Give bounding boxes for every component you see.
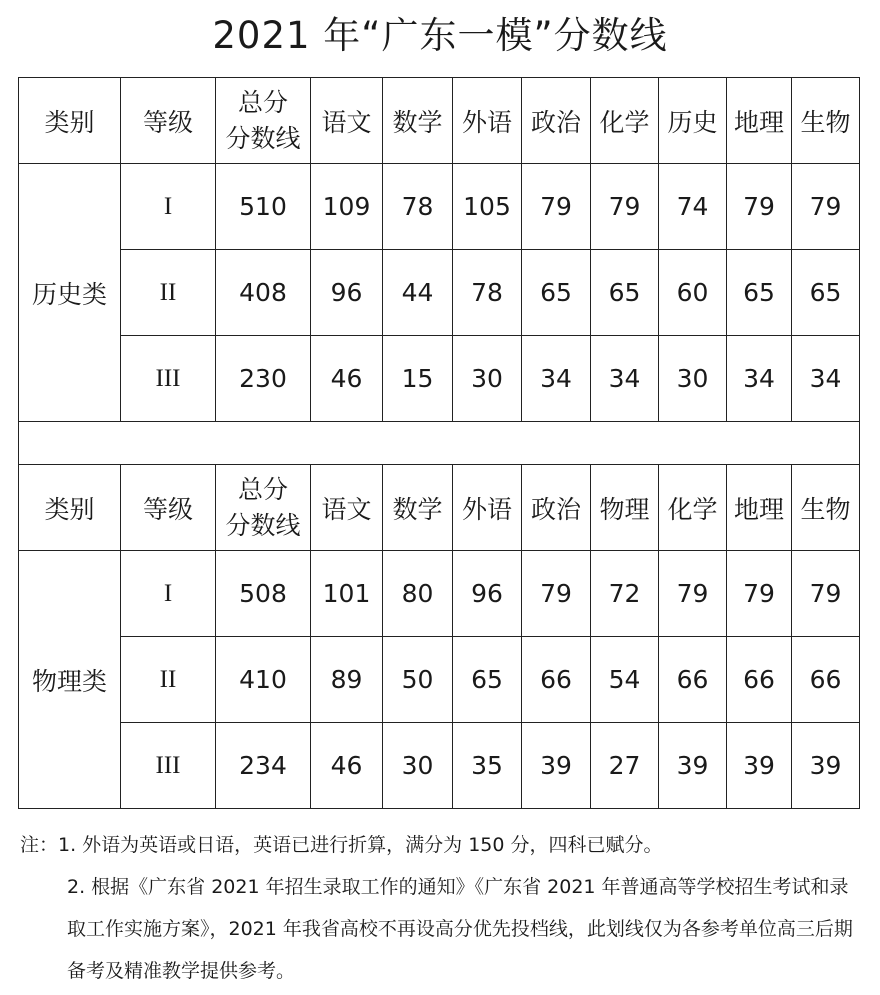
score-cell: 230 (216, 336, 311, 422)
score-cell: 66 (727, 637, 792, 723)
column-header: 政治 (522, 465, 591, 551)
column-header: 语文 (311, 465, 383, 551)
score-cell: 30 (383, 723, 453, 809)
table-row (19, 164, 860, 250)
score-cell: 35 (453, 723, 522, 809)
score-cell: 79 (659, 551, 727, 637)
page-title: 2021 年“广东一模”分数线 (212, 14, 668, 57)
table-row (19, 637, 860, 723)
column-header: 生物 (792, 78, 860, 164)
note-1: 注：1. 外语为英语或日语，英语已进行折算，满分为 150 分，四科已赋分。 (20, 834, 663, 856)
column-header: 生物 (792, 465, 860, 551)
score-cell: 105 (453, 164, 522, 250)
score-cell: 65 (453, 637, 522, 723)
column-header: 数学 (383, 78, 453, 164)
table-row (19, 250, 860, 336)
score-cell: 66 (792, 637, 860, 723)
score-cell: 79 (522, 164, 591, 250)
score-cell: 34 (522, 336, 591, 422)
score-cell: 72 (591, 551, 659, 637)
score-cell: 408 (216, 250, 311, 336)
physics-header-row (19, 465, 860, 551)
score-cell: 34 (727, 336, 792, 422)
table-row (19, 723, 860, 809)
score-table (18, 77, 860, 809)
score-cell: 78 (383, 164, 453, 250)
column-header: 类别 (19, 78, 121, 164)
column-header: 等级 (121, 465, 216, 551)
score-cell: 65 (792, 250, 860, 336)
level-cell: III (121, 336, 216, 422)
score-cell: 46 (311, 723, 383, 809)
score-cell: 508 (216, 551, 311, 637)
score-cell: 39 (522, 723, 591, 809)
score-cell: 50 (383, 637, 453, 723)
score-cell: 34 (792, 336, 860, 422)
score-cell: 65 (591, 250, 659, 336)
physics-category-cell: 物理类 (19, 551, 121, 809)
history-category-cell: 历史类 (19, 164, 121, 422)
score-cell: 234 (216, 723, 311, 809)
column-header: 类别 (19, 465, 121, 551)
score-cell: 30 (659, 336, 727, 422)
score-cell: 27 (591, 723, 659, 809)
note-2: 2. 根据《广东省 2021 年招生录取工作的通知》《广东省 2021 年普通高等学校招生考试和录取工作实施方案》，2021 年我省高校不再设高分优先投档线，此划线仅为各参考单位高三后期备考及精准教学提供参考。 (67, 876, 853, 982)
score-cell: 79 (591, 164, 659, 250)
score-cell: 39 (792, 723, 860, 809)
history-header-row (19, 78, 860, 164)
column-header: 外语 (453, 465, 522, 551)
column-header: 化学 (659, 465, 727, 551)
score-cell: 79 (727, 551, 792, 637)
level-cell: III (121, 723, 216, 809)
score-cell: 34 (591, 336, 659, 422)
score-cell: 79 (727, 164, 792, 250)
section-gap-cell (19, 422, 860, 465)
score-cell: 46 (311, 336, 383, 422)
score-cell: 30 (453, 336, 522, 422)
score-cell: 39 (659, 723, 727, 809)
column-header: 外语 (453, 78, 522, 164)
column-header: 地理 (727, 78, 792, 164)
score-cell: 66 (659, 637, 727, 723)
section-gap-row (19, 422, 860, 465)
score-cell: 65 (522, 250, 591, 336)
score-cell: 39 (727, 723, 792, 809)
level-cell: II (121, 637, 216, 723)
score-cell: 80 (383, 551, 453, 637)
column-header: 地理 (727, 465, 792, 551)
score-cell: 74 (659, 164, 727, 250)
score-cell: 66 (522, 637, 591, 723)
score-cell: 79 (792, 551, 860, 637)
score-cell: 54 (591, 637, 659, 723)
score-cell: 96 (311, 250, 383, 336)
score-cell: 89 (311, 637, 383, 723)
column-header: 总分 分数线 (216, 465, 311, 551)
notes (20, 824, 865, 992)
score-cell: 60 (659, 250, 727, 336)
score-cell: 44 (383, 250, 453, 336)
column-header: 总分 分数线 (216, 78, 311, 164)
score-cell: 15 (383, 336, 453, 422)
column-header: 化学 (591, 78, 659, 164)
score-cell: 96 (453, 551, 522, 637)
table-row (19, 551, 860, 637)
score-cell: 65 (727, 250, 792, 336)
column-header: 语文 (311, 78, 383, 164)
score-cell: 510 (216, 164, 311, 250)
score-cell: 79 (522, 551, 591, 637)
score-cell: 101 (311, 551, 383, 637)
level-cell: II (121, 250, 216, 336)
table-row (19, 336, 860, 422)
column-header: 政治 (522, 78, 591, 164)
column-header: 物理 (591, 465, 659, 551)
column-header: 等级 (121, 78, 216, 164)
score-cell: 78 (453, 250, 522, 336)
level-cell: I (121, 551, 216, 637)
level-cell: I (121, 164, 216, 250)
score-cell: 109 (311, 164, 383, 250)
score-cell: 79 (792, 164, 860, 250)
column-header: 数学 (383, 465, 453, 551)
column-header: 历史 (659, 78, 727, 164)
score-cell: 410 (216, 637, 311, 723)
